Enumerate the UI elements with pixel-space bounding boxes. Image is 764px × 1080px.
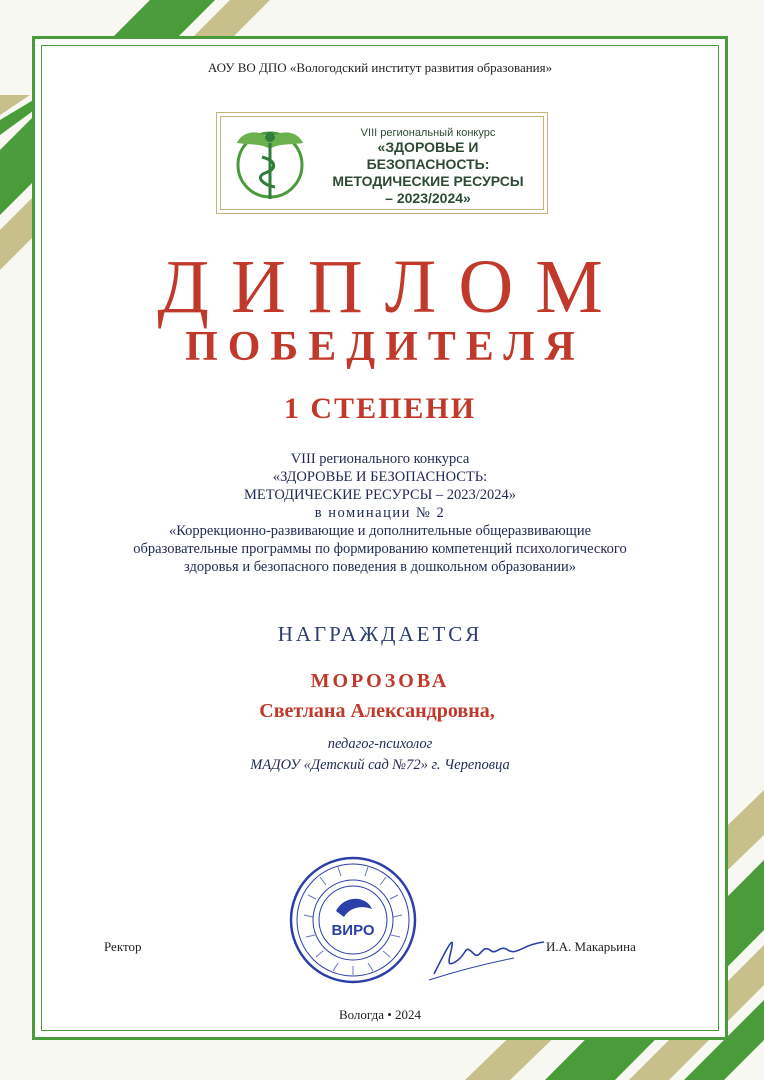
awarded-label: НАГРАЖДАЕТСЯ <box>277 622 483 646</box>
stamp-center-text: ВИРО <box>331 922 375 939</box>
nomination-title-2: образовательные программы по формированию компетенций психологического <box>133 541 627 557</box>
nomination-title-1: «Коррекционно-развивающие и дополнительные общеразвивающие <box>168 523 592 539</box>
recipient-position: педагог-психолог <box>327 736 433 752</box>
contest-line-2: «ЗДОРОВЬЕ И БЕЗОПАСНОСТЬ: <box>272 469 488 485</box>
rector-signature <box>424 914 564 984</box>
diploma-degree: 1 СТЕПЕНИ <box>283 392 477 425</box>
recipient-institution: МАДОУ «Детский сад №72» г. Череповца <box>250 757 510 773</box>
logo-contest-number: VIII региональный конкурс <box>360 127 496 139</box>
contest-line-1: VIII регионального конкурса <box>290 451 470 467</box>
place-and-year: Вологда • 2024 <box>338 1007 422 1022</box>
contest-line-3: МЕТОДИЧЕСКИЕ РЕСУРСЫ – 2023/2024» <box>243 487 517 503</box>
nomination-number: в номинации № 2 <box>314 505 446 521</box>
health-snake-leaves-icon <box>227 119 313 207</box>
logo-contest-title-1: «ЗДОРОВЬЕ И БЕЗОПАСНОСТЬ: <box>366 139 490 172</box>
organization-name: АОУ ВО ДПО «Вологодский институт развития образования» <box>207 60 553 75</box>
rector-label: Ректор <box>104 939 142 954</box>
contest-logo <box>216 112 548 214</box>
logo-contest-year: – 2023/2024» <box>385 190 471 206</box>
recipient-given-names: Светлана Александровна, <box>259 700 495 722</box>
recipient-surname: МОРОЗОВА <box>310 670 450 692</box>
diploma-title: ДИПЛОМ <box>157 245 625 329</box>
rector-name: И.А. Макарьина <box>546 939 636 954</box>
nomination-title-3: здоровья и безопасного поведения в дошкольном образовании» <box>183 559 576 575</box>
diploma-subtitle: ПОБЕДИТЕЛЯ <box>185 324 585 370</box>
recipient-details <box>41 734 719 776</box>
logo-contest-title-2: МЕТОДИЧЕСКИЕ РЕСУРСЫ <box>332 173 524 189</box>
contest-description <box>41 450 719 576</box>
official-seal-icon <box>288 855 418 985</box>
